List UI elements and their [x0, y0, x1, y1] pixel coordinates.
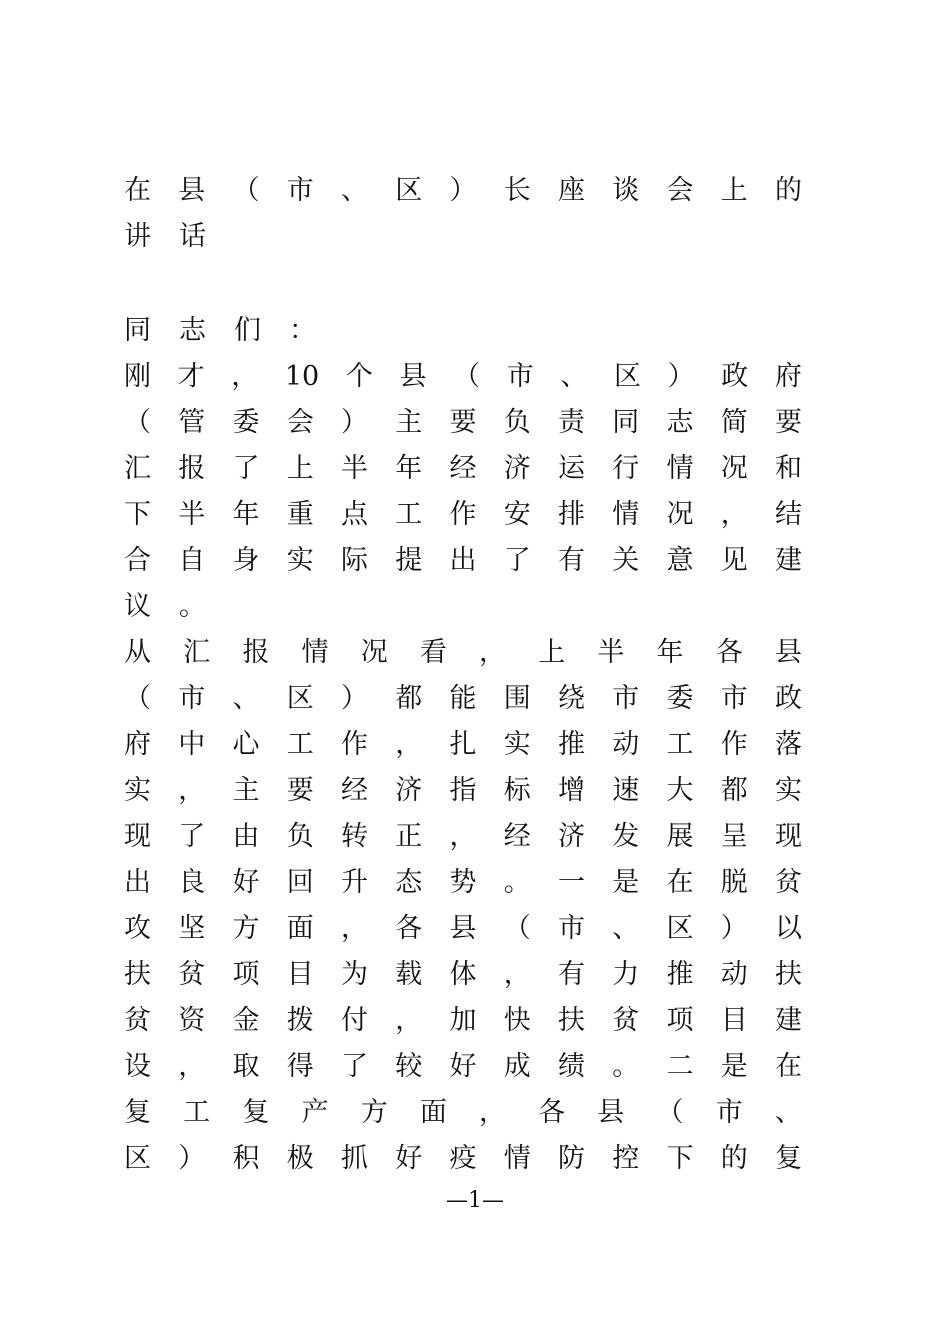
character-text: 工 — [395, 499, 423, 530]
character-text: 各 — [715, 637, 743, 668]
character-text: 抓 — [341, 1143, 368, 1174]
character-text: 推 — [666, 959, 694, 990]
body-line — [124, 1136, 802, 1182]
character-text: 了 — [178, 821, 206, 852]
character-text: 意 — [666, 545, 694, 576]
character-text: 载 — [395, 959, 423, 990]
character-text: 作 — [720, 729, 748, 760]
character-text: ， — [178, 1051, 206, 1082]
character-text: 金 — [232, 1005, 260, 1036]
character-text: 提 — [395, 545, 423, 576]
character-text: 汇 — [183, 637, 211, 668]
salutation-line — [124, 308, 802, 354]
character-text: ， — [479, 1097, 507, 1128]
character-text: 疫 — [449, 1143, 477, 1174]
character-text: 目 — [720, 1005, 748, 1036]
character-text: 二 — [666, 1051, 694, 1082]
character-text: 县 — [178, 175, 206, 206]
character-text: 年 — [656, 637, 684, 668]
character-text: 府 — [774, 361, 802, 392]
character-text: 防 — [558, 1143, 585, 1174]
character-text: 实 — [124, 775, 151, 806]
character-text: 围 — [503, 683, 531, 714]
character-text: 复 — [242, 1097, 270, 1128]
character-text: 况 — [360, 637, 388, 668]
character-text: 势 — [449, 867, 477, 898]
character-text: （ — [124, 683, 151, 714]
character-text: 下 — [124, 499, 151, 530]
character-text: 座 — [558, 175, 585, 206]
character-text: 绕 — [558, 683, 585, 714]
character-text: 扶 — [124, 959, 151, 990]
character-text: 取 — [232, 1051, 260, 1082]
character-text: 产 — [301, 1097, 329, 1128]
character-text: 设 — [124, 1051, 151, 1082]
character-text: 区 — [613, 361, 641, 392]
character-text: 好 — [232, 867, 260, 898]
character-text: 建 — [775, 545, 802, 576]
character-text: 要 — [449, 407, 477, 438]
character-text: 点 — [341, 499, 368, 530]
character-text: 作 — [341, 729, 368, 760]
character-text: 志 — [179, 315, 206, 346]
character-text: ， — [178, 775, 206, 806]
character-text: ， — [449, 821, 477, 852]
character-text: 责 — [558, 407, 585, 438]
character-text: 绩 — [558, 1051, 585, 1082]
character-text: 市 — [715, 1097, 743, 1128]
title-line — [124, 214, 802, 260]
character-text: 极 — [286, 1143, 314, 1174]
character-text: 看 — [419, 637, 447, 668]
character-text: 扶 — [775, 959, 802, 990]
character-text: 报 — [178, 453, 206, 484]
character-text: 县 — [449, 913, 477, 944]
character-text: 都 — [395, 683, 423, 714]
character-text: 项 — [666, 1005, 694, 1036]
character-text: ） — [667, 361, 695, 392]
character-text: 上 — [720, 175, 748, 206]
character-text: 同 — [612, 407, 640, 438]
body-line — [124, 584, 802, 630]
character-text: 实 — [503, 729, 531, 760]
character-text: 在 — [124, 175, 151, 206]
character-text: 市 — [286, 175, 314, 206]
character-text: 县 — [774, 637, 802, 668]
character-text: 了 — [341, 1051, 368, 1082]
body-line — [124, 906, 802, 952]
character-text: 复 — [124, 1097, 151, 1128]
document-title — [124, 168, 802, 260]
character-text: 攻 — [124, 913, 151, 944]
character-text: 面 — [419, 1097, 447, 1128]
character-text: 长 — [503, 175, 531, 206]
character-text: 各 — [538, 1097, 566, 1128]
character-text: 回 — [286, 867, 314, 898]
body-line — [124, 998, 802, 1044]
character-text: 脱 — [720, 867, 748, 898]
character-text: 际 — [341, 545, 368, 576]
character-text: 快 — [503, 1005, 531, 1036]
character-text: 良 — [178, 867, 206, 898]
character-text: 贫 — [124, 1005, 151, 1036]
character-text: ， — [341, 913, 368, 944]
character-text: 、 — [232, 683, 260, 714]
character-text: 运 — [558, 453, 585, 484]
character-text: 们 — [234, 315, 261, 346]
character-text: 现 — [775, 821, 802, 852]
character-text: ， — [503, 959, 531, 990]
character-text: 的 — [775, 175, 802, 206]
character-text: 实 — [286, 545, 314, 576]
character-text: 委 — [666, 683, 694, 714]
character-text: 作 — [449, 499, 477, 530]
character-text: 济 — [558, 821, 585, 852]
character-text: 情 — [503, 1143, 531, 1174]
character-text: ， — [231, 361, 259, 392]
body-line — [124, 676, 802, 722]
character-text: 主 — [395, 407, 423, 438]
character-text: 增 — [558, 775, 585, 806]
character-text: （ — [124, 407, 151, 438]
character-text: 负 — [503, 407, 531, 438]
character-text: 建 — [775, 1005, 802, 1036]
character-text: 速 — [612, 775, 640, 806]
character-text: 政 — [775, 683, 802, 714]
character-text: 安 — [503, 499, 531, 530]
character-text: 行 — [612, 453, 640, 484]
character-text: 半 — [597, 637, 625, 668]
character-text: 济 — [503, 453, 531, 484]
character-text: 管 — [178, 407, 206, 438]
character-text: 出 — [124, 867, 151, 898]
character-text: ） — [341, 683, 368, 714]
character-text: ） — [341, 407, 368, 438]
character-text: 情 — [666, 453, 694, 484]
character-text: ） — [178, 1143, 206, 1174]
character-text: 付 — [341, 1005, 368, 1036]
character-text: 在 — [666, 867, 694, 898]
character-text: 汇 — [124, 453, 151, 484]
character-text: 区 — [395, 175, 423, 206]
character-text: 谈 — [612, 175, 640, 206]
character-text: 关 — [612, 545, 640, 576]
character-text: 由 — [232, 821, 260, 852]
character-text: 目 — [286, 959, 314, 990]
character-text: 况 — [666, 499, 694, 530]
character-text: （ — [232, 175, 260, 206]
body-line — [124, 860, 802, 906]
character-text: ） — [449, 175, 477, 206]
character-text: 复 — [775, 1143, 802, 1174]
body-line — [124, 1044, 802, 1090]
character-text: 方 — [360, 1097, 388, 1128]
character-text: 半 — [178, 499, 206, 530]
character-text: （ — [453, 361, 481, 392]
character-text: 。 — [503, 867, 531, 898]
character-text: 了 — [503, 545, 531, 576]
body-line — [124, 446, 802, 492]
character-text: 、 — [341, 175, 368, 206]
character-text: 、 — [560, 361, 588, 392]
character-text: 下 — [666, 1143, 694, 1174]
character-text: 控 — [612, 1143, 640, 1174]
character-text: 标 — [503, 775, 531, 806]
character-text: 济 — [395, 775, 423, 806]
character-text: 有 — [558, 545, 585, 576]
character-text: 府 — [124, 729, 151, 760]
character-text: 会 — [666, 175, 694, 206]
character-text: 刚 — [124, 361, 151, 392]
character-text: 负 — [286, 821, 314, 852]
character-text: 市 — [178, 683, 206, 714]
character-text: 中 — [178, 729, 206, 760]
character-text: 能 — [449, 683, 477, 714]
character-text: ， — [479, 637, 507, 668]
character-text: 工 — [183, 1097, 211, 1128]
character-text: 况 — [720, 453, 748, 484]
character-text: 实 — [775, 775, 802, 806]
character-text: 情 — [612, 499, 640, 530]
character-text: 资 — [178, 1005, 206, 1036]
body-line — [124, 538, 802, 584]
character-text: 好 — [395, 1143, 423, 1174]
body-line — [124, 814, 802, 860]
character-text: 贫 — [775, 867, 802, 898]
character-text: 从 — [124, 637, 151, 668]
body-line — [124, 354, 802, 400]
character-text: 身 — [232, 545, 260, 576]
character-text: 话 — [179, 221, 206, 252]
character-text: 县 — [399, 361, 427, 392]
character-text: 年 — [395, 453, 423, 484]
character-text: 经 — [449, 453, 477, 484]
character-text: 县 — [597, 1097, 625, 1128]
character-text: 坚 — [178, 913, 206, 944]
character-text: 。 — [612, 1051, 640, 1082]
character-text: 扶 — [558, 1005, 585, 1036]
character-text: 落 — [775, 729, 802, 760]
body-line — [124, 400, 802, 446]
title-line — [124, 168, 802, 214]
character-text: 较 — [395, 1051, 423, 1082]
character-text: 区 — [124, 1143, 151, 1174]
character-text: 好 — [449, 1051, 477, 1082]
character-text: 经 — [341, 775, 368, 806]
character-text: 展 — [666, 821, 694, 852]
character-text: 简 — [720, 407, 748, 438]
character-text: 的 — [720, 1143, 748, 1174]
character-text: 个 — [345, 361, 373, 392]
number-text: 10 — [284, 361, 320, 392]
character-text: 指 — [449, 775, 477, 806]
character-text: 是 — [720, 1051, 748, 1082]
character-text: 市 — [506, 361, 534, 392]
character-text: 报 — [242, 637, 270, 668]
character-text: 排 — [558, 499, 585, 530]
character-text: 上 — [286, 453, 314, 484]
document-body — [124, 308, 802, 1182]
character-text: 发 — [612, 821, 640, 852]
character-text: 志 — [666, 407, 694, 438]
character-text: 出 — [449, 545, 477, 576]
character-text: 了 — [232, 453, 260, 484]
character-text: 经 — [503, 821, 531, 852]
character-text: 得 — [286, 1051, 314, 1082]
character-text: 工 — [666, 729, 694, 760]
character-text: 为 — [341, 959, 368, 990]
character-text: 各 — [395, 913, 423, 944]
body-line — [124, 952, 802, 998]
character-text: 有 — [558, 959, 585, 990]
character-text: 动 — [720, 959, 748, 990]
character-text: 成 — [503, 1051, 531, 1082]
character-text: 区 — [666, 913, 694, 944]
character-text: 要 — [775, 407, 802, 438]
character-text: 都 — [720, 775, 748, 806]
character-text: 会 — [286, 407, 314, 438]
character-text: 要 — [286, 775, 314, 806]
character-text: 才 — [177, 361, 205, 392]
character-text: 区 — [286, 683, 314, 714]
character-text: 上 — [538, 637, 566, 668]
character-text: 情 — [301, 637, 329, 668]
page-number: —1— — [446, 1188, 504, 1213]
body-line — [124, 492, 802, 538]
body-line — [124, 722, 802, 768]
character-text: ， — [720, 499, 748, 530]
character-text: ， — [395, 1005, 423, 1036]
character-text: 以 — [775, 913, 802, 944]
character-text: 年 — [232, 499, 260, 530]
character-text: ： — [289, 315, 316, 346]
character-text: 见 — [720, 545, 748, 576]
character-text: 和 — [775, 453, 802, 484]
character-text: ） — [720, 913, 748, 944]
character-text: 重 — [286, 499, 314, 530]
character-text: 方 — [232, 913, 260, 944]
character-text: 议 — [124, 591, 151, 622]
character-text: 讲 — [124, 221, 151, 252]
character-text: 体 — [449, 959, 477, 990]
character-text: 正 — [395, 821, 423, 852]
character-text: （ — [503, 913, 531, 944]
character-text: 加 — [449, 1005, 477, 1036]
character-text: 扎 — [449, 729, 477, 760]
character-text: 一 — [558, 867, 585, 898]
character-text: 、 — [612, 913, 640, 944]
body-line — [124, 768, 802, 814]
character-text: 合 — [124, 545, 151, 576]
character-text: 贫 — [612, 1005, 640, 1036]
character-text: 呈 — [720, 821, 748, 852]
character-text: 项 — [232, 959, 260, 990]
character-text: ， — [395, 729, 423, 760]
character-text: 大 — [666, 775, 694, 806]
character-text: 半 — [341, 453, 368, 484]
character-text: 市 — [612, 683, 640, 714]
character-text: 。 — [179, 591, 206, 622]
character-text: 主 — [232, 775, 260, 806]
character-text: 态 — [395, 867, 423, 898]
character-text: 现 — [124, 821, 151, 852]
character-text: 工 — [286, 729, 314, 760]
character-text: 结 — [775, 499, 802, 530]
character-text: 推 — [558, 729, 585, 760]
character-text: 市 — [558, 913, 585, 944]
body-line — [124, 1090, 802, 1136]
character-text: 自 — [178, 545, 206, 576]
character-text: 同 — [124, 315, 151, 346]
character-text: 升 — [341, 867, 368, 898]
character-text: 面 — [286, 913, 314, 944]
character-text: 市 — [720, 683, 748, 714]
character-text: 拨 — [286, 1005, 314, 1036]
character-text: 动 — [612, 729, 640, 760]
character-text: 力 — [612, 959, 640, 990]
character-text: 在 — [775, 1051, 802, 1082]
character-text: 贫 — [178, 959, 206, 990]
character-text: 、 — [774, 1097, 802, 1128]
character-text: 是 — [612, 867, 640, 898]
character-text: 政 — [721, 361, 749, 392]
character-text: 心 — [232, 729, 260, 760]
character-text: （ — [656, 1097, 684, 1128]
character-text: 积 — [232, 1143, 260, 1174]
character-text: 委 — [232, 407, 260, 438]
character-text: 转 — [341, 821, 368, 852]
body-line — [124, 630, 802, 676]
